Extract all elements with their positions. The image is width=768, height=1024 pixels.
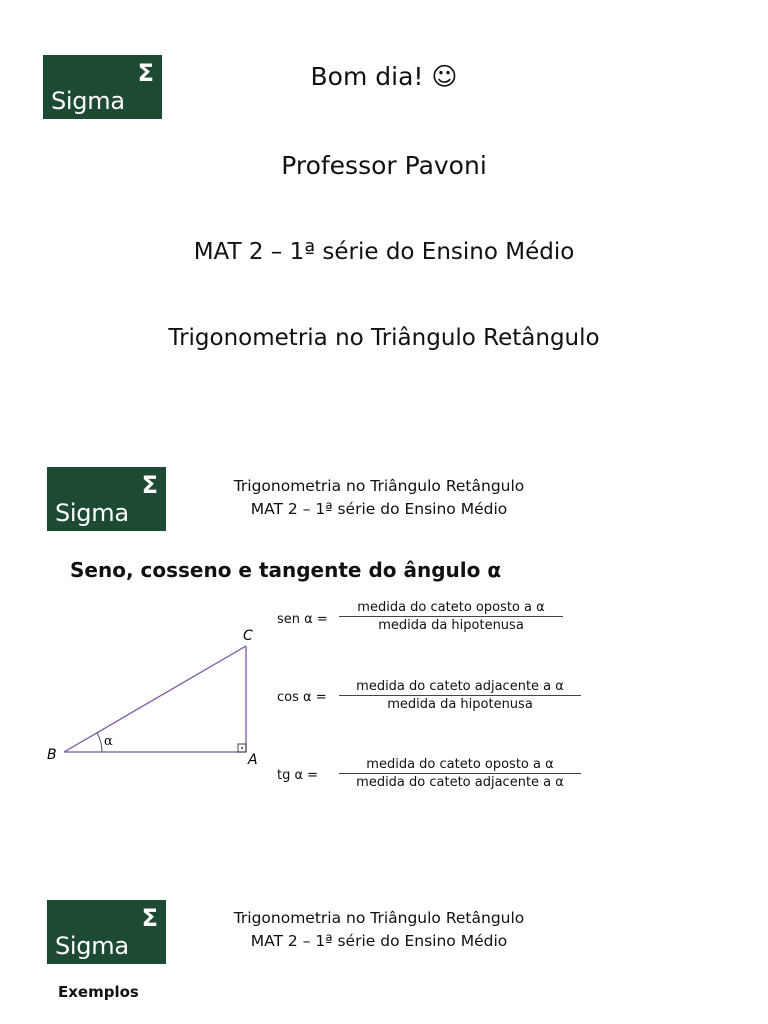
tangent-denominator: medida do cateto adjacente a α bbox=[356, 775, 564, 790]
cosine-denominator: medida da hipotenusa bbox=[387, 697, 533, 712]
sigma-icon: Σ bbox=[137, 59, 154, 87]
sine-fraction bbox=[339, 600, 563, 633]
header-topic: Trigonometria no Triângulo Retângulo bbox=[233, 477, 525, 495]
slide-header bbox=[0, 904, 758, 953]
course-name: MAT 2 – 1ª série do Ensino Médio bbox=[193, 239, 575, 265]
logo-wordmark: Sigma bbox=[55, 932, 129, 960]
examples-heading: Exemplos bbox=[58, 983, 139, 1001]
logo-wordmark: Sigma bbox=[55, 499, 129, 527]
header-course: MAT 2 – 1ª série do Ensino Médio bbox=[250, 932, 508, 950]
slide-examples bbox=[0, 872, 768, 1024]
header-course: MAT 2 – 1ª série do Ensino Médio bbox=[250, 500, 508, 518]
slide-title bbox=[0, 0, 768, 420]
vertex-c-label: C bbox=[243, 628, 253, 644]
angle-arc bbox=[97, 733, 102, 752]
vertex-a-label: A bbox=[248, 752, 258, 768]
header-topic: Trigonometria no Triângulo Retângulo bbox=[233, 909, 525, 927]
sine-numerator: medida do cateto oposto a α bbox=[357, 600, 545, 615]
sigma-icon: Σ bbox=[141, 904, 158, 932]
cosine-numerator: medida do cateto adjacente a α bbox=[356, 679, 564, 694]
slide-header bbox=[0, 471, 758, 521]
tangent-lhs: tg α = bbox=[277, 768, 319, 783]
vertex-b-label: B bbox=[47, 747, 57, 763]
topic-title: Trigonometria no Triângulo Retângulo bbox=[168, 325, 600, 351]
slide-trig-definitions bbox=[0, 440, 768, 840]
sine-lhs: sen α = bbox=[277, 612, 328, 627]
teacher-name: Professor Pavoni bbox=[281, 151, 487, 180]
right-triangle-diagram bbox=[40, 620, 270, 800]
triangle-sides bbox=[64, 646, 246, 752]
sine-denominator: medida da hipotenusa bbox=[378, 618, 524, 633]
tangent-numerator: medida do cateto oposto a α bbox=[366, 757, 554, 772]
section-title: Seno, cosseno e tangente do ângulo α bbox=[70, 558, 502, 582]
angle-label: α bbox=[104, 734, 113, 749]
greeting: Bom dia! ☺ bbox=[310, 62, 458, 91]
sigma-icon: Σ bbox=[141, 471, 158, 499]
cosine-fraction bbox=[339, 679, 581, 712]
logo-wordmark: Sigma bbox=[51, 87, 125, 115]
tangent-fraction bbox=[339, 757, 581, 790]
cosine-lhs: cos α = bbox=[277, 690, 327, 705]
